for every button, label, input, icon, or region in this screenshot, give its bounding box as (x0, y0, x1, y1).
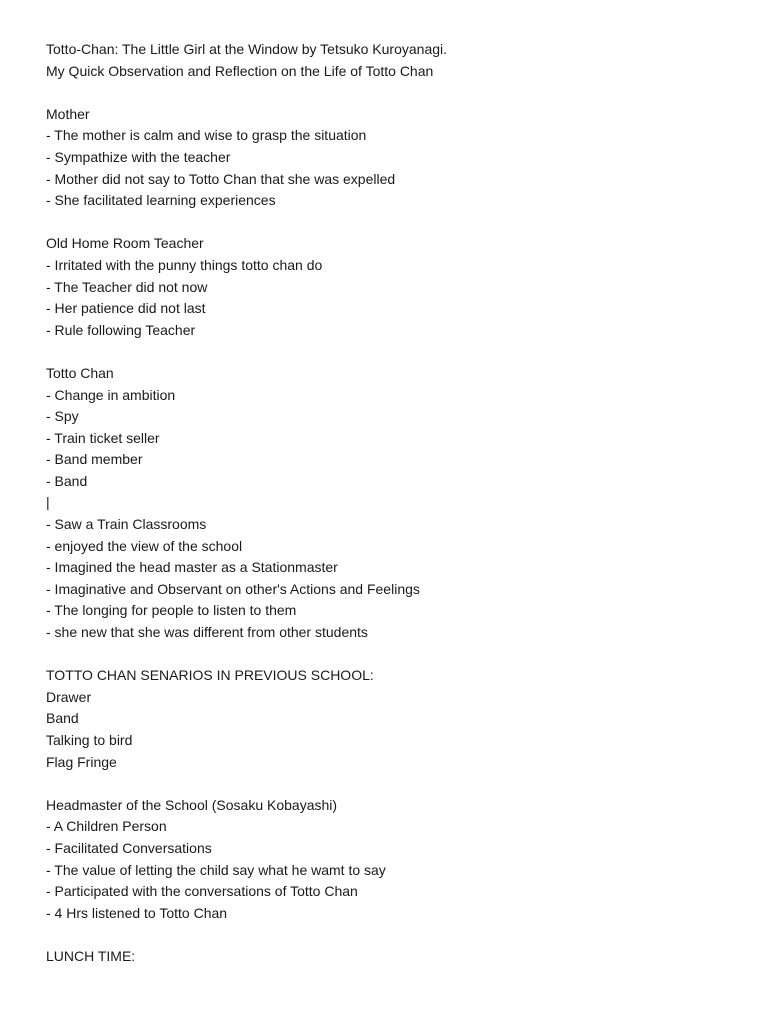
blank-line (46, 212, 746, 234)
list-item: - Saw a Train Classrooms (46, 516, 207, 533)
document-title: Totto-Chan: The Little Girl at the Window by Tetsuko Kuroyanagi. (46, 41, 448, 57)
blank-line (46, 341, 746, 363)
section-heading: TOTTO CHAN SENARIOS IN PREVIOUS SCHOOL: (46, 667, 374, 684)
list-item: Talking to bird (46, 732, 133, 748)
list-item: - A Children Person (46, 818, 167, 835)
list-item: - Imaginative and Observant on other's Actions and Feelings (46, 580, 420, 597)
section-totto-chan (46, 363, 746, 644)
section-heading: Totto Chan (46, 364, 114, 381)
document-subtitle: My Quick Observation and Reflection on the Life of Totto Chan (46, 62, 434, 79)
list-item: Band (46, 710, 79, 727)
list-item: - 4 Hrs listened to Totto Chan (46, 904, 228, 921)
section-lunch-time (46, 946, 746, 968)
list-item: - Irritated with the punny things totto chan do (46, 256, 323, 273)
section-headmaster (46, 795, 746, 925)
list-item: - Sympathize with the teacher (46, 148, 231, 165)
blank-line (46, 924, 746, 946)
text-cursor-mark: | (46, 494, 50, 511)
list-item: - The Teacher did not now (46, 278, 208, 295)
list-item: - Band (46, 472, 88, 489)
document-page (46, 39, 746, 968)
list-item: - Facilitated Conversations (46, 839, 212, 856)
blank-line (46, 773, 746, 795)
list-item: - Her patience did not last (46, 300, 206, 317)
list-item: - Mother did not say to Totto Chan that she was expelled (46, 170, 396, 187)
list-item: - The value of letting the child say what he wamt to say (46, 861, 386, 878)
list-item: Drawer (46, 688, 92, 705)
section-previous-school-scenarios (46, 665, 746, 773)
list-item: Flag Fringe (46, 753, 117, 770)
section-heading: Headmaster of the School (Sosaku Kobayashi) (46, 796, 338, 813)
list-item: - She facilitated learning experiences (46, 192, 276, 209)
list-item: - The longing for people to listen to them (46, 602, 297, 619)
section-mother (46, 104, 746, 212)
section-old-home-room-teacher (46, 233, 746, 341)
list-item: - Rule following Teacher (46, 321, 196, 338)
list-item: - Band member (46, 451, 143, 468)
list-item: - she new that she was different from other students (46, 624, 368, 641)
list-item: - The mother is calm and wise to grasp the situation (46, 127, 367, 144)
list-item: - Participated with the conversations of Totto Chan (46, 883, 358, 900)
section-heading: LUNCH TIME: (46, 947, 136, 964)
blank-line (46, 82, 746, 104)
list-item: - Train ticket seller (46, 429, 160, 446)
section-heading: Mother (46, 105, 90, 122)
list-item: - Imagined the head master as a Stationmaster (46, 559, 338, 576)
list-item: - enjoyed the view of the school (46, 537, 243, 554)
section-heading: Old Home Room Teacher (46, 235, 204, 252)
list-item: - Spy (46, 408, 79, 425)
list-item: - Change in ambition (46, 386, 176, 403)
blank-line (46, 644, 746, 666)
